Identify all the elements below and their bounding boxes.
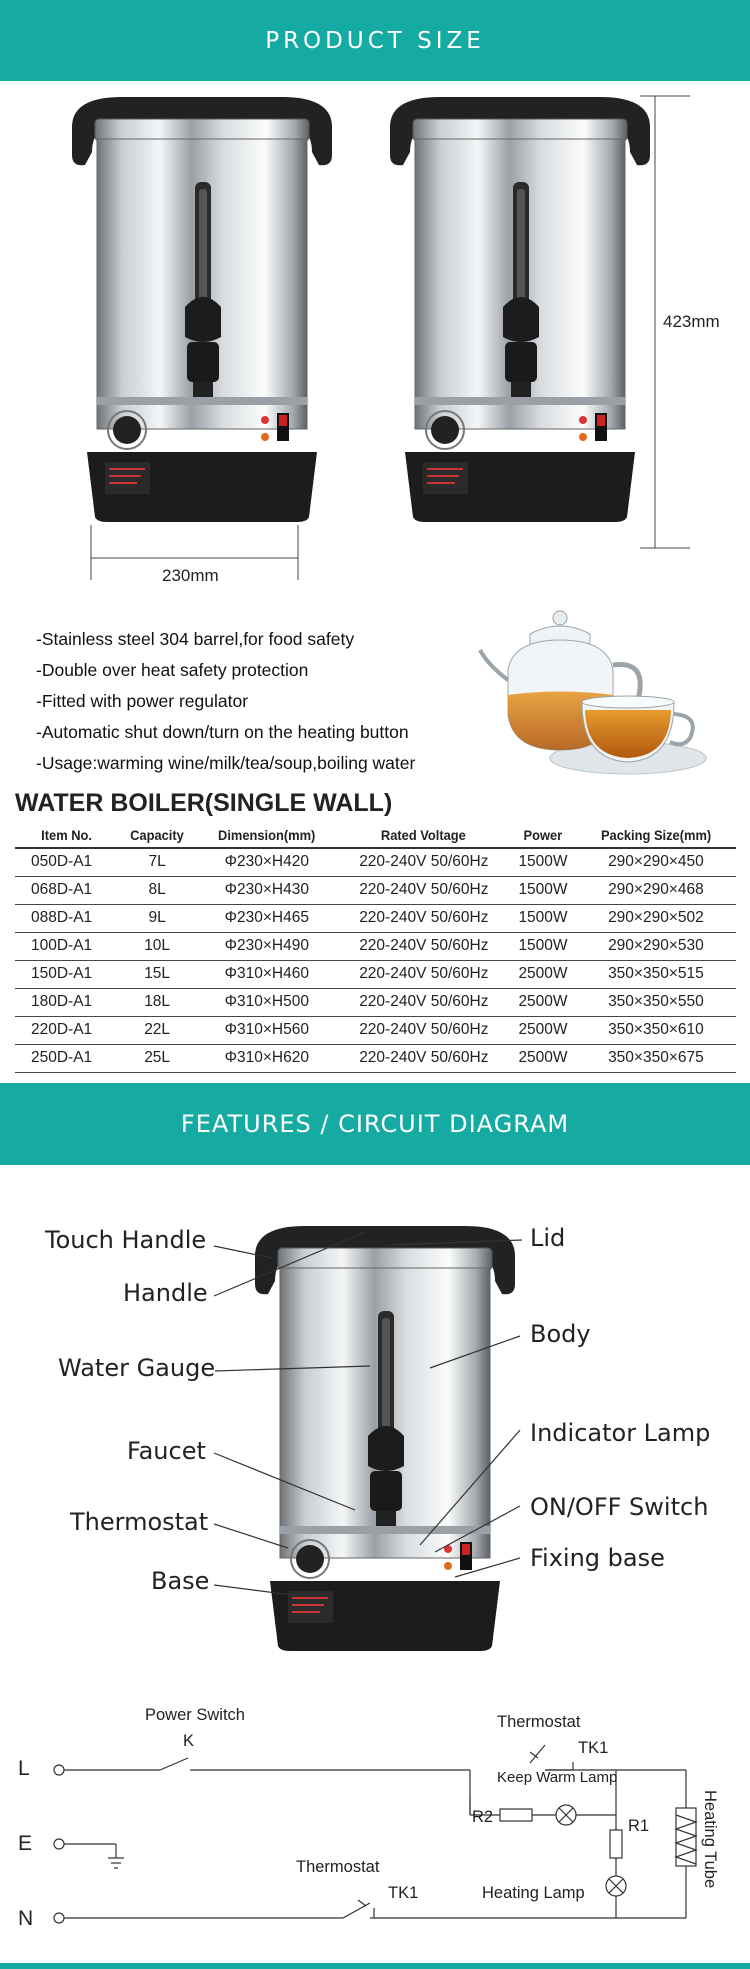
col-header-packing: Packing Size(mm) <box>582 823 729 848</box>
cell-dimension: Φ230×H490 <box>196 932 337 960</box>
table-row <box>15 960 736 988</box>
cell-voltage: 220-240V 50/60Hz <box>337 1044 510 1072</box>
footer-strip <box>0 1963 750 1969</box>
table-row <box>15 904 736 932</box>
circuit-r2: R2 <box>472 1808 494 1826</box>
col-header-dimension: Dimension(mm) <box>202 823 332 848</box>
table-row <box>15 848 736 876</box>
label-handle: Handle <box>123 1279 208 1307</box>
cell-dimension: Φ230×H430 <box>196 876 337 904</box>
cell-power: 2500W <box>510 960 576 988</box>
label-body: Body <box>530 1320 591 1348</box>
cell-item: 220D-A1 <box>15 1016 118 1044</box>
spec-table-header-row <box>15 823 736 848</box>
label-water-gauge: Water Gauge <box>58 1354 216 1382</box>
cell-capacity: 9L <box>118 904 196 932</box>
cell-packing: 350×350×515 <box>576 960 736 988</box>
label-faucet: Faucet <box>127 1437 206 1465</box>
cell-dimension: Φ310×H460 <box>196 960 337 988</box>
cell-capacity: 7L <box>118 848 196 876</box>
dimension-lines <box>0 0 750 600</box>
cell-capacity: 10L <box>118 932 196 960</box>
cell-capacity: 18L <box>118 988 196 1016</box>
feature-item: -Automatic shut down/turn on the heating button <box>36 722 409 742</box>
height-dimension: 423mm <box>663 312 720 331</box>
cell-packing: 290×290×530 <box>576 932 736 960</box>
table-row <box>15 876 736 904</box>
cell-power: 2500W <box>510 988 576 1016</box>
circuit-k: K <box>183 1732 195 1750</box>
label-thermostat: Thermostat <box>70 1508 209 1536</box>
col-header-item: Item No. <box>19 823 114 848</box>
circuit-line-e: E <box>18 1832 33 1855</box>
cell-item: 180D-A1 <box>15 988 118 1016</box>
cell-voltage: 220-240V 50/60Hz <box>337 904 510 932</box>
cell-dimension: Φ310×H620 <box>196 1044 337 1072</box>
cell-item: 050D-A1 <box>15 848 118 876</box>
label-base: Base <box>151 1567 210 1595</box>
label-fixing-base: Fixing base <box>530 1544 665 1572</box>
table-row <box>15 932 736 960</box>
cell-power: 1500W <box>510 848 576 876</box>
cell-item: 088D-A1 <box>15 904 118 932</box>
features-banner <box>0 1083 750 1165</box>
circuit-line-n: N <box>18 1907 34 1930</box>
circuit-tk1-top: TK1 <box>578 1739 609 1757</box>
cell-packing: 290×290×450 <box>576 848 736 876</box>
cell-dimension: Φ310×H560 <box>196 1016 337 1044</box>
cell-dimension: Φ310×H500 <box>196 988 337 1016</box>
cell-voltage: 220-240V 50/60Hz <box>337 876 510 904</box>
cell-item: 250D-A1 <box>15 1044 118 1072</box>
cell-item: 068D-A1 <box>15 876 118 904</box>
col-header-capacity: Capacity <box>121 823 193 848</box>
circuit-thermostat-top: Thermostat <box>497 1713 581 1731</box>
cell-capacity: 22L <box>118 1016 196 1044</box>
circuit-r1: R1 <box>628 1817 650 1835</box>
cell-dimension: Φ230×H465 <box>196 904 337 932</box>
col-header-power: Power <box>513 823 573 848</box>
cell-voltage: 220-240V 50/60Hz <box>337 932 510 960</box>
table-row <box>15 988 736 1016</box>
label-touch-handle: Touch Handle <box>45 1226 207 1254</box>
product-size-title: PRODUCT SIZE <box>265 27 485 54</box>
cell-voltage: 220-240V 50/60Hz <box>337 988 510 1016</box>
width-dimension: 230mm <box>162 566 219 585</box>
label-lid: Lid <box>530 1224 566 1252</box>
circuit-keep-warm-lamp: Keep Warm Lamp <box>497 1769 618 1786</box>
cell-packing: 350×350×550 <box>576 988 736 1016</box>
col-header-voltage: Rated Voltage <box>344 823 503 848</box>
cell-voltage: 220-240V 50/60Hz <box>337 1016 510 1044</box>
cell-item: 150D-A1 <box>15 960 118 988</box>
feature-item: -Usage:warming wine/milk/tea/soup,boiling water <box>36 753 416 773</box>
spec-table <box>15 823 736 1073</box>
label-indicator-lamp: Indicator Lamp <box>530 1419 711 1447</box>
cell-voltage: 220-240V 50/60Hz <box>337 960 510 988</box>
label-on-off-switch: ON/OFF Switch <box>530 1493 709 1521</box>
cell-packing: 290×290×468 <box>576 876 736 904</box>
teapot-cup-image <box>478 610 716 785</box>
feature-item: -Double over heat safety protection <box>36 660 309 680</box>
cell-power: 2500W <box>510 1016 576 1044</box>
circuit-line-l: L <box>18 1757 30 1780</box>
cell-capacity: 25L <box>118 1044 196 1072</box>
cell-power: 1500W <box>510 876 576 904</box>
circuit-thermostat-bottom: Thermostat <box>296 1858 380 1876</box>
cell-power: 1500W <box>510 932 576 960</box>
cell-capacity: 8L <box>118 876 196 904</box>
table-row <box>15 1044 736 1072</box>
spec-table-title: WATER BOILER(SINGLE WALL) <box>15 789 393 817</box>
features-banner-title: FEATURES / CIRCUIT DIAGRAM <box>180 1110 570 1138</box>
cell-packing: 290×290×502 <box>576 904 736 932</box>
cell-voltage: 220-240V 50/60Hz <box>337 848 510 876</box>
cell-dimension: Φ230×H420 <box>196 848 337 876</box>
feature-item: -Fitted with power regulator <box>36 691 249 711</box>
cell-capacity: 15L <box>118 960 196 988</box>
cell-power: 2500W <box>510 1044 576 1072</box>
cell-power: 1500W <box>510 904 576 932</box>
circuit-heating-lamp: Heating Lamp <box>482 1884 585 1902</box>
circuit-heating-tube: Heating Tube <box>701 1790 719 1889</box>
feature-item: -Stainless steel 304 barrel,for food safety <box>36 629 355 649</box>
circuit-tk1-bottom: TK1 <box>388 1884 419 1902</box>
cell-packing: 350×350×675 <box>576 1044 736 1072</box>
circuit-power-switch: Power Switch <box>145 1706 245 1724</box>
cell-packing: 350×350×610 <box>576 1016 736 1044</box>
features-list <box>36 624 415 779</box>
cell-item: 100D-A1 <box>15 932 118 960</box>
table-row <box>15 1016 736 1044</box>
